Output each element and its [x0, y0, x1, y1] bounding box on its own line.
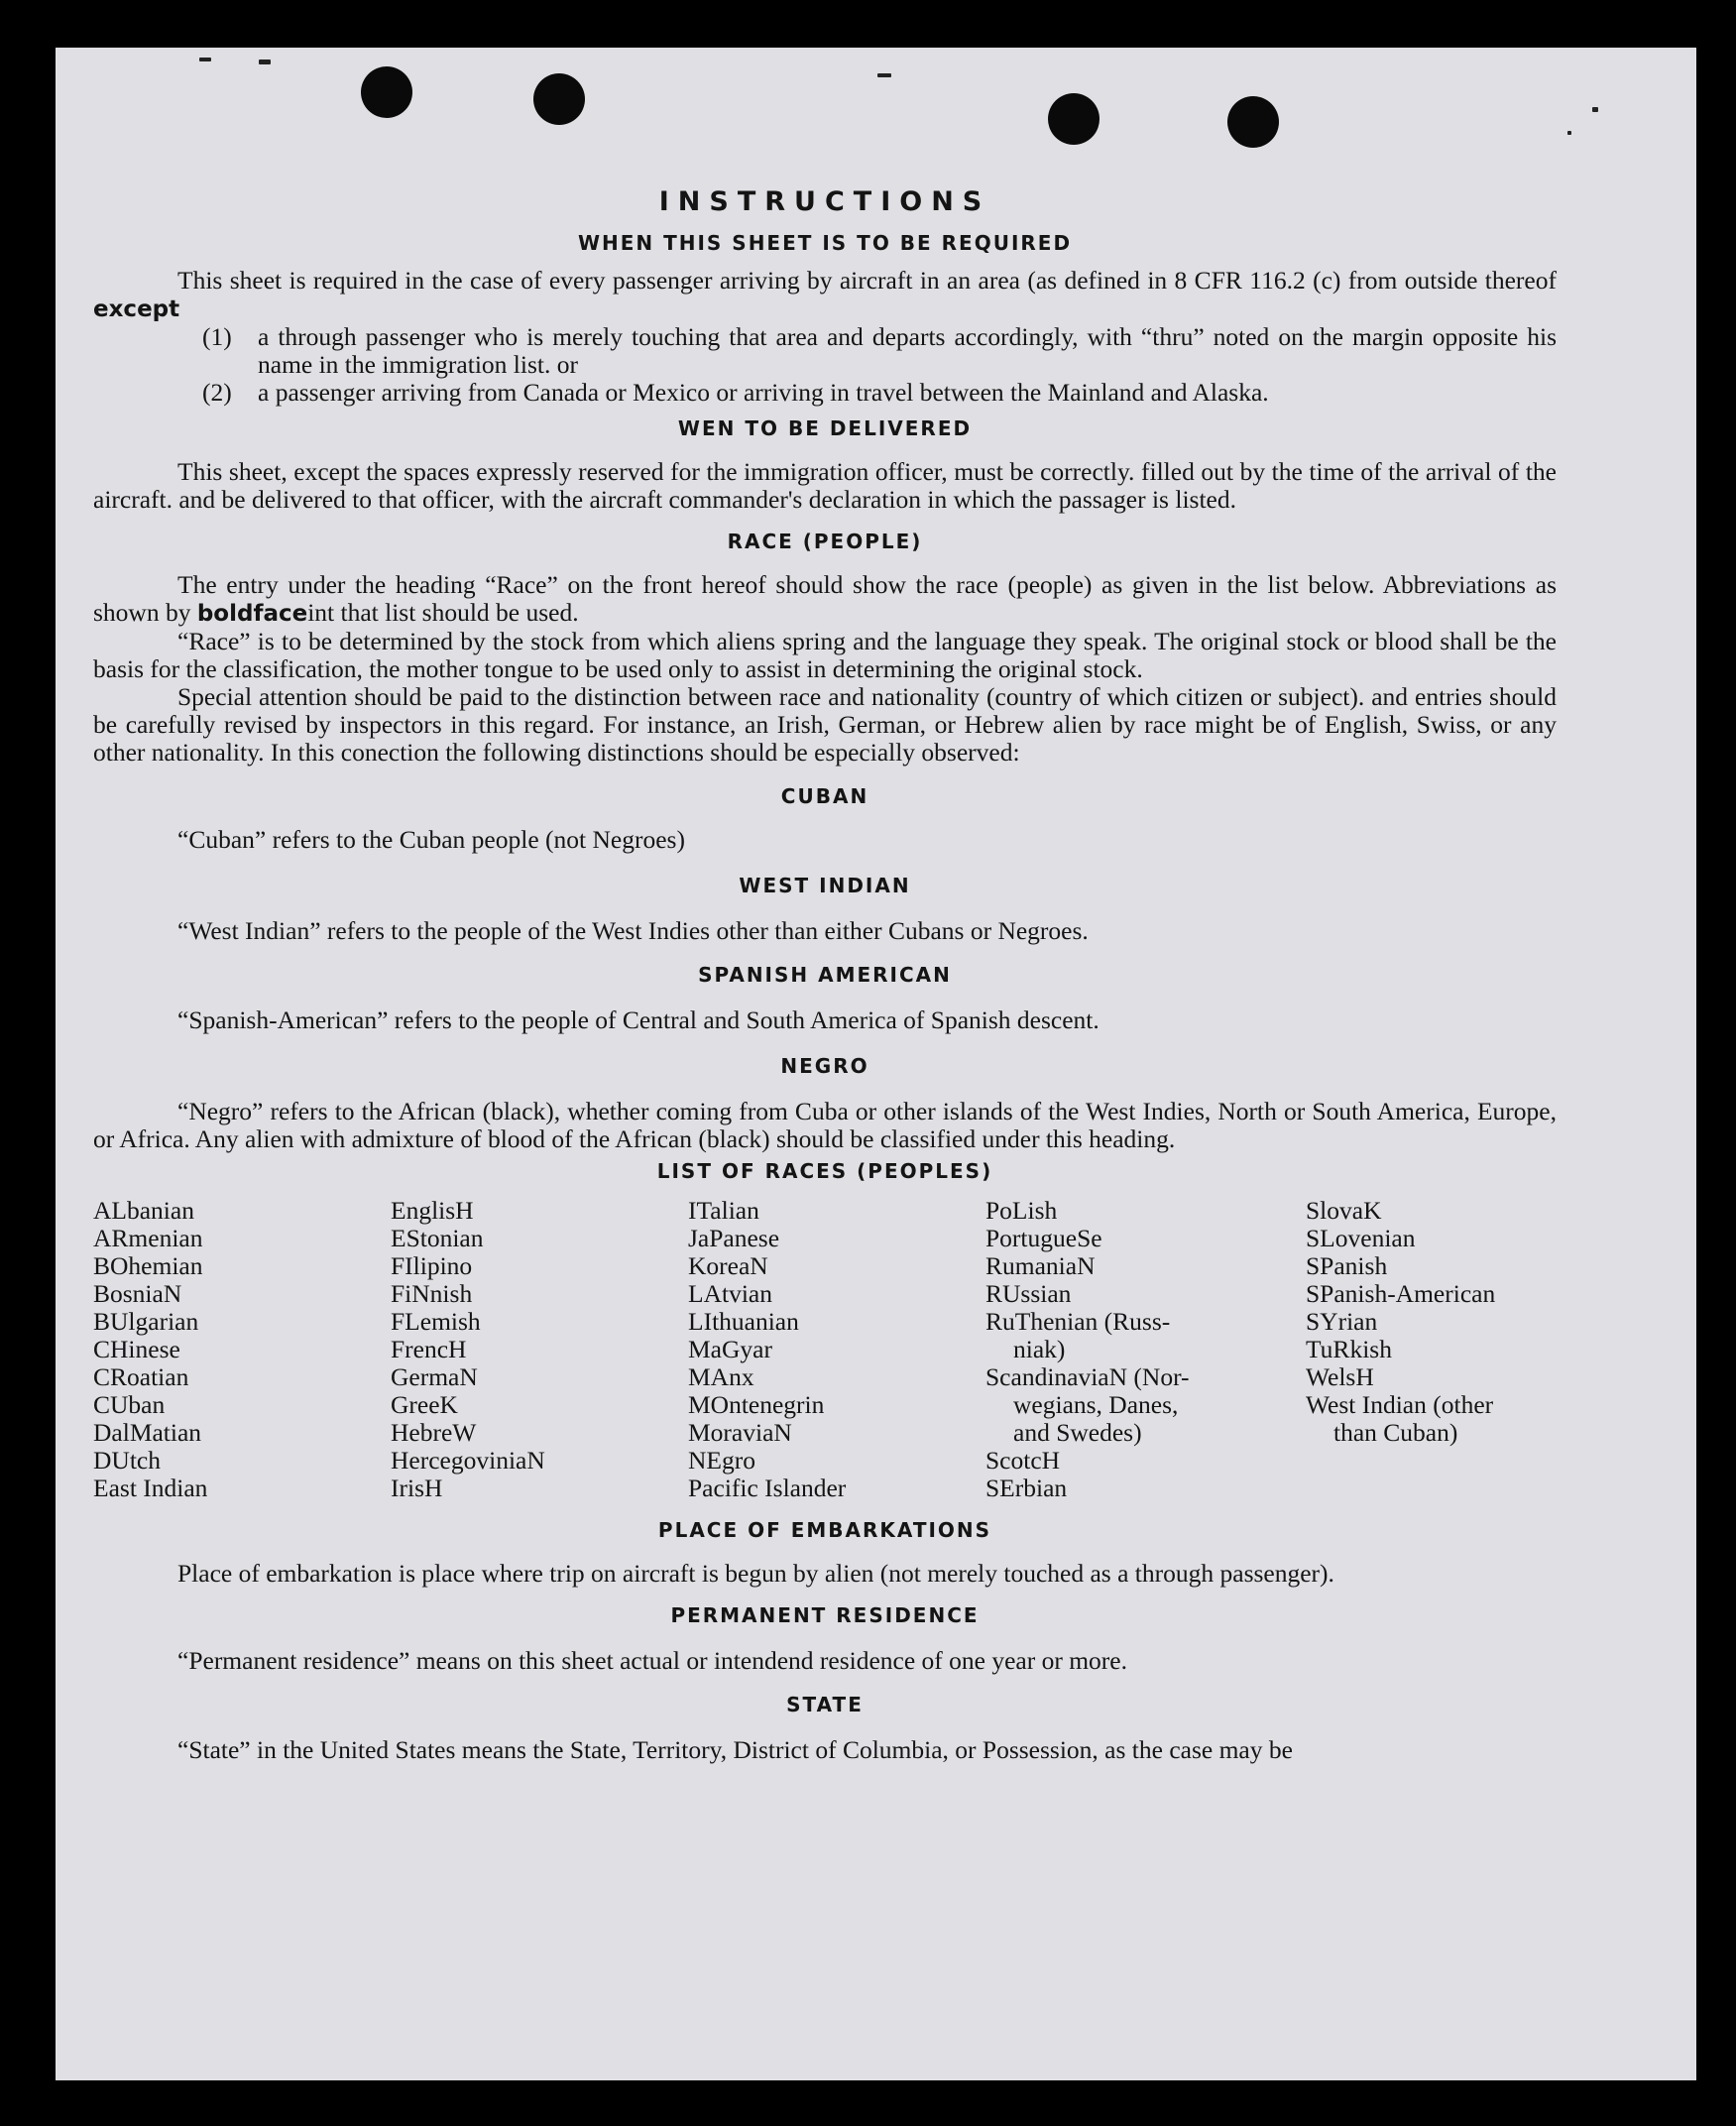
section-heading-when-delivered: WEN TO BE DELIVERED — [677, 416, 973, 440]
races-column — [688, 1197, 985, 1502]
paragraph-race-2: “Race” is to be determined by the stock from which aliens spring and the language they speak. The original stock or blood shall be the basis for the classification, the mother tongue to be used only to assist in determining the original stock. — [93, 627, 1557, 683]
paragraph-text: int that list should be used. — [307, 598, 579, 627]
paragraph-when-required — [93, 267, 1557, 323]
page-title: INSTRUCTIONS — [658, 186, 991, 217]
race-entry: Pacific Islander — [688, 1474, 847, 1502]
race-entry: DUtch — [93, 1446, 161, 1475]
document-page — [56, 48, 1696, 2080]
race-entry: CHinese — [93, 1335, 180, 1363]
race-entry: RUssian — [985, 1279, 1072, 1308]
race-entry: KoreaN — [688, 1251, 768, 1280]
race-entry: SYrian — [1306, 1307, 1378, 1336]
paragraph-spanish-american: “Spanish-American” refers to the people of Central and South America of Spanish descent. — [177, 1005, 1099, 1034]
race-entry: SPanish-American — [1306, 1279, 1496, 1308]
race-entry: JaPanese — [688, 1224, 780, 1252]
race-entry: LIthuanian — [688, 1307, 799, 1336]
punch-hole — [1227, 96, 1279, 148]
section-heading-spanish-american: SPANISH AMERICAN — [698, 963, 952, 987]
section-heading-list-of-races: LIST OF RACES (PEOPLES) — [656, 1159, 993, 1183]
race-entry: HebreW — [391, 1418, 477, 1447]
race-entry: BOhemian — [93, 1251, 203, 1280]
scan-speck — [259, 59, 271, 64]
item-number: (1) — [202, 322, 232, 351]
race-entry: HercegoviniaN — [391, 1446, 545, 1475]
bold-except: except — [93, 296, 180, 322]
item-number: (2) — [202, 378, 232, 407]
bold-boldface: boldface — [196, 601, 308, 627]
race-entry: than Cuban) — [1333, 1418, 1458, 1447]
section-heading-residence: PERMANENT RESIDENCE — [670, 1603, 980, 1627]
paragraph-state: “State” in the United States means the State, Territory, District of Columbia, or Possession, as the case may be — [177, 1735, 1293, 1764]
paragraph-when-delivered: This sheet, except the spaces expressly reserved for the immigration officer, must be correctly. filled out by the time of the arrival of the aircraft. and be delivered to that officer, with the aircraft commander's declaration in which the passager is listed. — [93, 457, 1557, 514]
paragraph-residence: “Permanent residence” means on this sheet actual or intendend residence of one year or more. — [177, 1646, 1127, 1675]
race-entry: IrisH — [391, 1474, 443, 1502]
race-entry: ARmenian — [93, 1224, 203, 1252]
paragraph-race-1 — [93, 571, 1557, 628]
scan-speck — [199, 58, 211, 61]
race-entry: FLemish — [391, 1307, 481, 1336]
race-entry: MAnx — [688, 1362, 754, 1391]
punch-hole — [533, 73, 585, 125]
paragraph-negro: “Negro” refers to the African (black), whether coming from Cuba or other islands of the West Indies, North or South America, Europe, or Africa. Any alien with admixture of blood of the African (black) should be classified under this heading. — [93, 1097, 1557, 1153]
race-entry: niak) — [1013, 1335, 1066, 1363]
race-entry: and Swedes) — [1013, 1418, 1142, 1447]
list-item — [202, 323, 1557, 379]
race-entry: SLovenian — [1306, 1224, 1416, 1252]
race-entry: MoraviaN — [688, 1418, 792, 1447]
race-entry: DalMatian — [93, 1418, 202, 1447]
race-entry: GermaN — [391, 1362, 478, 1391]
races-column — [93, 1197, 391, 1502]
punch-hole — [361, 66, 412, 118]
races-column — [391, 1197, 688, 1502]
race-entry: SlovaK — [1306, 1196, 1382, 1225]
section-heading-negro: NEGRO — [780, 1054, 869, 1078]
section-heading-when-required: WHEN THIS SHEET IS TO BE REQUIRED — [577, 231, 1073, 255]
race-entry: CUban — [93, 1390, 166, 1419]
races-column — [1306, 1197, 1557, 1502]
paragraph-text: This sheet is required in the case of every passenger arriving by aircraft in an area (as defined in 8 CFR 116.2 (c) from outside thereof — [177, 266, 1557, 295]
scan-speck — [1567, 131, 1571, 135]
race-entry: MaGyar — [688, 1335, 772, 1363]
paragraph-cuban: “Cuban” refers to the Cuban people (not Negroes) — [177, 825, 685, 854]
section-heading-cuban: CUBAN — [780, 784, 869, 808]
race-entry: TuRkish — [1306, 1335, 1392, 1363]
race-entry: ScotcH — [985, 1446, 1061, 1475]
scan-speck — [1592, 107, 1598, 112]
race-entry: RuThenian (Russ- — [985, 1307, 1171, 1336]
race-entry: PortugueSe — [985, 1224, 1102, 1252]
instructions-content — [93, 186, 1557, 1764]
section-heading-west-indian: WEST INDIAN — [739, 874, 911, 897]
race-entry: FIlipino — [391, 1251, 473, 1280]
paragraph-west-indian: “West Indian” refers to the people of the West Indies other than either Cubans or Negroes. — [177, 916, 1089, 945]
race-entry: PoLish — [985, 1196, 1058, 1225]
item-text: a through passenger who is merely touching that area and departs accordingly, with “thru” noted on the margin opposite his name in the immigration list. or — [258, 322, 1557, 379]
race-entry: BosniaN — [93, 1279, 182, 1308]
race-entry: FiNnish — [391, 1279, 473, 1308]
race-entry: West Indian (other — [1306, 1390, 1494, 1419]
race-entry: LAtvian — [688, 1279, 772, 1308]
race-entry: ITalian — [688, 1196, 759, 1225]
race-entry: MOntenegrin — [688, 1390, 825, 1419]
races-column — [985, 1197, 1306, 1502]
paragraph-text: The entry under the heading “Race” on the front hereof should show the race (people) as given in the list below. Abbreviations as shown by — [93, 570, 1557, 627]
race-entry: EStonian — [391, 1224, 484, 1252]
races-list — [93, 1197, 1557, 1502]
section-heading-state: STATE — [786, 1693, 864, 1716]
race-entry: NEgro — [688, 1446, 755, 1475]
paragraph-embarkation: Place of embarkation is place where trip on aircraft is begun by alien (not merely touched as a through passenger). — [177, 1559, 1334, 1588]
race-entry: CRoatian — [93, 1362, 189, 1391]
section-heading-embarkation: PLACE OF EMBARKATIONS — [657, 1518, 992, 1542]
paragraph-race-3: Special attention should be paid to the distinction between race and nationality (country of which citizen or subject). and entries should be carefully revised by inspectors in this regard. For instance, an Irish, German, or Hebrew alien by race might be of English, Swiss, or any other nationality. In this conection the following distinctions should be especially observed: — [93, 682, 1557, 767]
race-entry: ALbanian — [93, 1196, 194, 1225]
race-entry: wegians, Danes, — [1013, 1390, 1179, 1419]
race-entry: SErbian — [985, 1474, 1068, 1502]
race-entry: WelsH — [1306, 1362, 1374, 1391]
race-entry: BUlgarian — [93, 1307, 199, 1336]
race-entry: RumaniaN — [985, 1251, 1096, 1280]
race-entry: SPanish — [1306, 1251, 1388, 1280]
race-entry: ScandinaviaN (Nor- — [985, 1362, 1190, 1391]
punch-hole — [1048, 93, 1099, 145]
race-entry: East Indian — [93, 1474, 208, 1502]
scan-speck — [877, 73, 891, 77]
race-entry: FrencH — [391, 1335, 467, 1363]
race-entry: EnglisH — [391, 1196, 474, 1225]
race-entry: GreeK — [391, 1390, 458, 1419]
item-text: a passenger arriving from Canada or Mexico or arriving in travel between the Mainland and Alaska. — [258, 378, 1269, 407]
section-heading-race: RACE (PEOPLE) — [727, 530, 923, 553]
list-item — [202, 379, 1557, 407]
